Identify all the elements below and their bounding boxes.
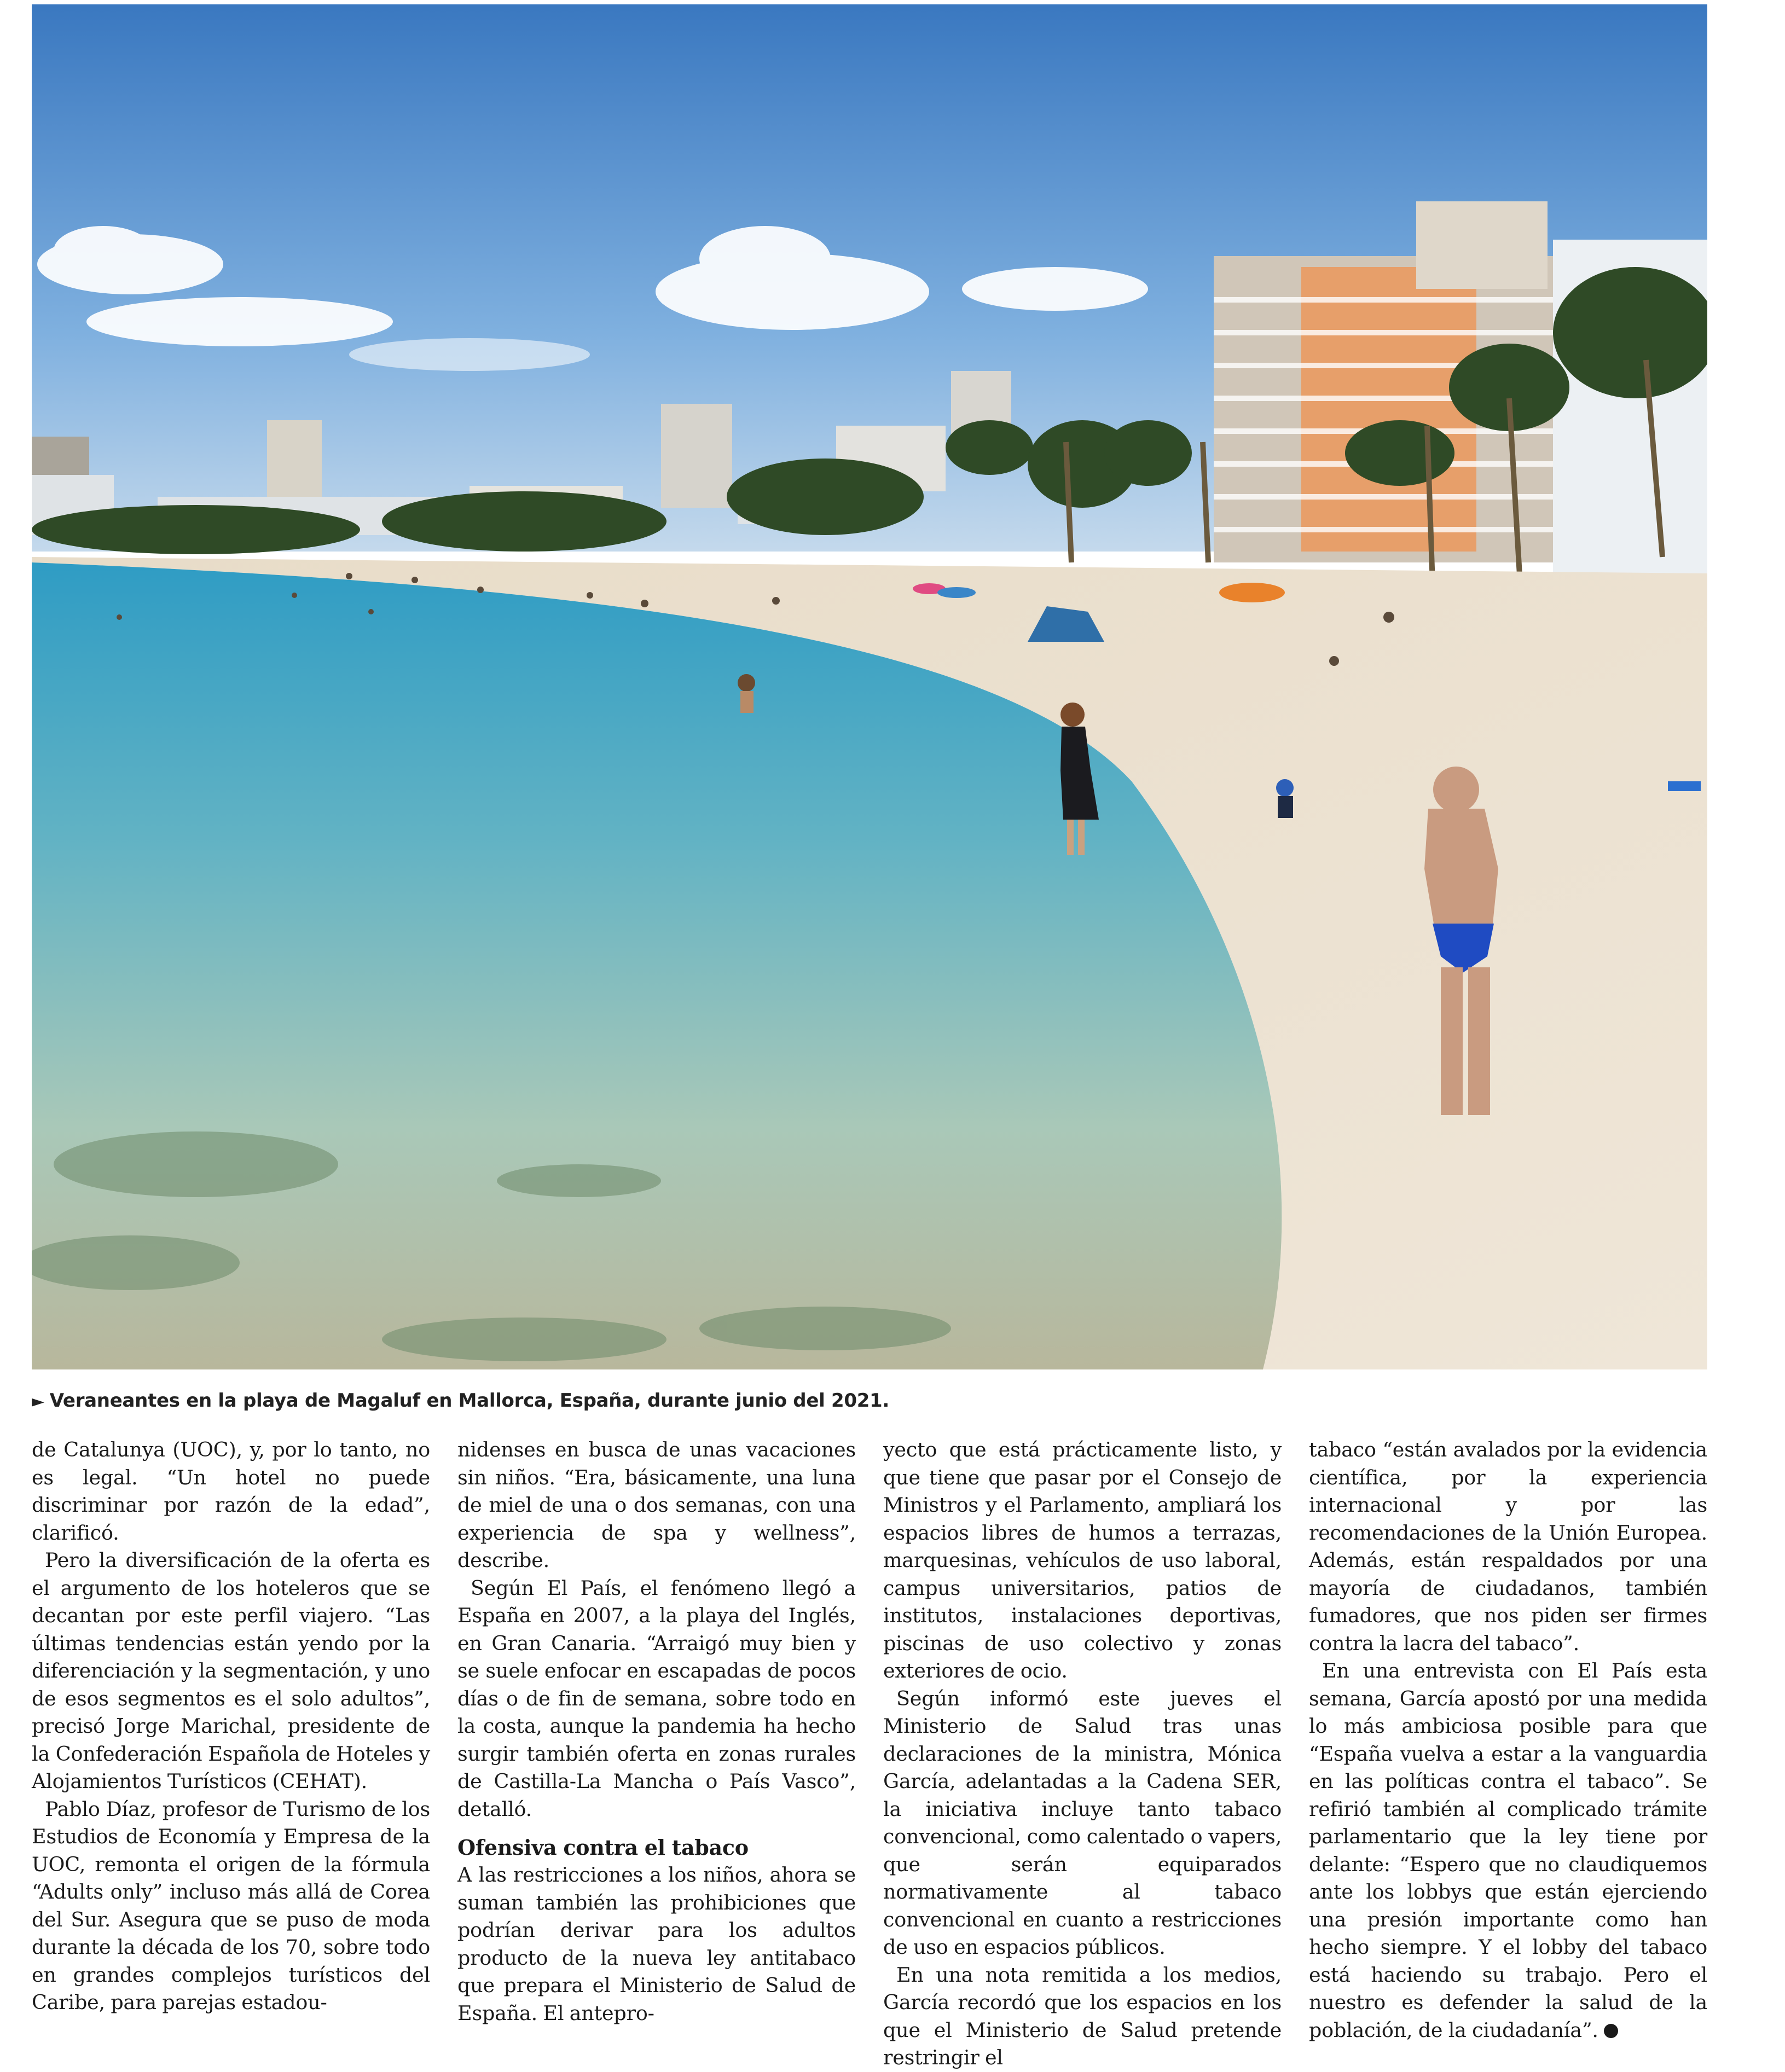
paragraph: de Catalunya (UOC), y, por lo tanto, no es legal. “Un hotel no puede discriminar por razón de la edad”, clarificó.	[32, 1438, 430, 1545]
paragraph: Según informó este jueves el Ministerio de Salud tras unas declaraciones de la ministra, Mónica García, adelantadas a la Cadena SER, la iniciativa incluye tanto tabaco convencional, como calentado o vapers, que serán equiparados normativamente al tabaco convencional en cuanto a restricciones de uso en espacios públicos.	[883, 1686, 1282, 1959]
paragraph-final	[1309, 1657, 1707, 2044]
beach-photo-illustration	[32, 4, 1707, 1369]
caption-text: Veraneantes en la playa de Magaluf en Mallorca, España, durante junio del 2021.	[49, 1390, 890, 1412]
end-mark-icon	[1604, 2024, 1618, 2038]
article-column-2	[457, 1436, 856, 2025]
photo-caption	[32, 1390, 1707, 1412]
caption-arrow-icon: ►	[32, 1392, 44, 1411]
paragraph: yecto que está prácticamente listo, y que tiene que pasar por el Consejo de Ministros y el Parlamento, ampliará los espacios libres de humos a terrazas, marquesinas, vehículos de uso laboral, campus universitarios, patios de institutos, instalaciones deportivas, piscinas de uso colectivo y zonas exteriores de ocio.	[883, 1438, 1282, 1682]
paragraph: Pablo Díaz, profesor de Turismo de los Estudios de Economía y Empresa de la UOC, remonta el origen de la fórmula “Adults only” incluso más allá de Corea del Sur. Asegura que se puso de moda durante la década de los 70, sobre todo en grandes complejos turísticos del Caribe, para parejas estadou-	[32, 1797, 430, 2014]
paragraph: nidenses en busca de unas vacaciones sin niños. “Era, básicamente, una luna de miel de una o dos semanas, con una experiencia de spa y wellness”, describe.	[457, 1438, 856, 1572]
article-column-3	[883, 1436, 1282, 2069]
article-column-4	[1309, 1436, 1707, 2042]
paragraph: En una nota remitida a los medios, García recordó que los espacios en los que el Ministerio de Salud pretende restringir el	[883, 1963, 1282, 2069]
paragraph: Según El País, el fenómeno llegó a España en 2007, a la playa del Inglés, en Gran Canaria. “Arraigó muy bien y se suele enfocar en escapadas de pocos días o de fin de semana, sobre todo en la costa, aunque la pandemia ha hecho surgir también oferta en zonas rurales de Castilla-La Mancha o País Vasco”, detalló.	[457, 1576, 856, 1821]
paragraph: Pero la diversificación de la oferta es el argumento de los hoteleros que se decantan por este perfil viajero. “Las últimas tendencias están yendo por la diferenciación y la segmentación, y uno de esos segmentos es el solo adultos”, precisó Jorge Marichal, presidente de la Confederación Española de Hoteles y Alojamientos Turísticos (CEHAT).	[32, 1548, 430, 1793]
beach-photo	[32, 4, 1707, 1369]
subheading: Ofensiva contra el tabaco	[457, 1835, 749, 1860]
article-column-1	[32, 1436, 430, 2022]
article-body	[32, 1436, 1707, 2069]
paragraph: tabaco “están avalados por la evidencia científica, por la experiencia internacional y por las recomendaciones de la Unión Europea. Además, están respaldados por una mayoría de ciudadanos, también fumadores, que nos piden ser firmes contra la lacra del tabaco”.	[1309, 1438, 1707, 1655]
paragraph: A las restricciones a los niños, ahora se suman también las prohibiciones que podrían derivar para los adultos producto de la nueva ley antitabaco que prepara el Ministerio de Salud de España. El antepro-	[457, 1863, 856, 2025]
paragraph: En una entrevista con El País esta semana, García apostó por una medida lo más ambiciosa posible para que “España vuelva a estar a la vanguardia en las políticas contra el tabaco”. Se refirió también al complicado trámite parlamentario que la ley tiene por delante: “Espero que no claudiquemos ante los lobbys que están ejerciendo una presión importante como han hecho siempre. Y el lobby del tabaco está haciendo su trabajo. Pero el nuestro es defender la salud de la población, de la ciudadanía”.	[1309, 1659, 1707, 2042]
